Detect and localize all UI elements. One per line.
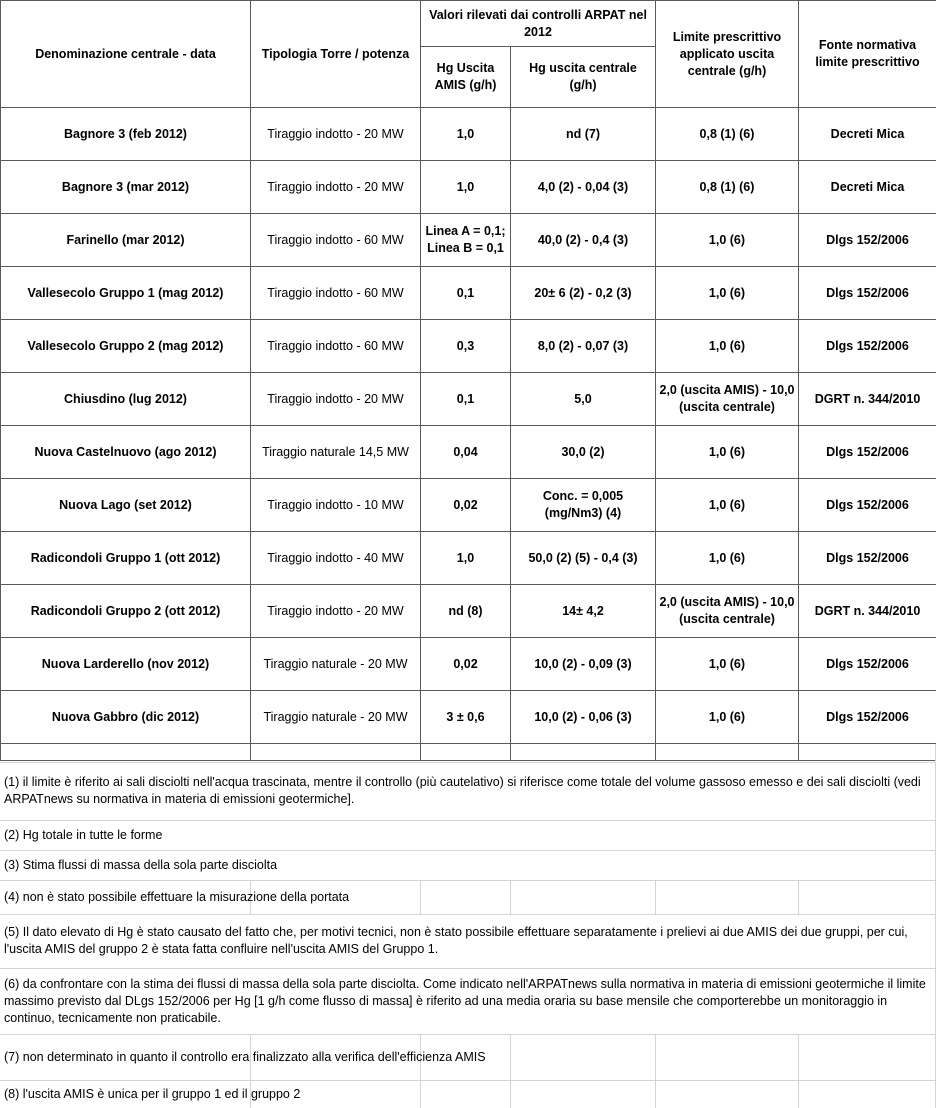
cell-source: DGRT n. 344/2010 (799, 373, 936, 426)
cell-limit: 1,0 (6) (656, 479, 799, 532)
cell-name: Nuova Gabbro (dic 2012) (1, 691, 251, 744)
cell-type: Tiraggio naturale - 20 MW (251, 638, 421, 691)
cell-source: Decreti Mica (799, 108, 936, 161)
cell-type: Tiraggio naturale 14,5 MW (251, 426, 421, 479)
cell-name: Vallesecolo Gruppo 1 (mag 2012) (1, 267, 251, 320)
header-hg-centrale: Hg uscita centrale (g/h) (511, 47, 656, 108)
cell-hg-centrale: 10,0 (2) - 0,06 (3) (511, 691, 656, 744)
header-source: Fonte normativa limite prescrittivo (799, 1, 936, 108)
cell-name: Farinello (mar 2012) (1, 214, 251, 267)
cell-limit: 1,0 (6) (656, 638, 799, 691)
cell-type: Tiraggio indotto - 20 MW (251, 161, 421, 214)
cell-name: Radicondoli Gruppo 2 (ott 2012) (1, 585, 251, 638)
note-item (0, 762, 936, 820)
note-item (0, 850, 936, 880)
cell-hg-amis: 0,04 (421, 426, 511, 479)
note-text: (6) da confrontare con la stima dei flussi di massa della sola parte disciolta. Come indicato nell'ARPATnews sulla normativa in materia di emissioni geotermiche il limite massimo previsto dal DLgs 152/2006 per Hg [1 g/h come flusso di massa] è riferito ad una media oraria su base mensile che comporterebbe un monitoraggio in continuo, tecnicamente non praticabile. (4, 976, 926, 1025)
table-row (1, 426, 936, 479)
cell-hg-amis: Linea A = 0,1; Linea B = 0,1 (421, 214, 511, 267)
cell-source: Decreti Mica (799, 161, 936, 214)
cell-name: Vallesecolo Gruppo 2 (mag 2012) (1, 320, 251, 373)
cell-limit: 1,0 (6) (656, 214, 799, 267)
cell-hg-amis: 0,02 (421, 479, 511, 532)
cell-name: Nuova Lago (set 2012) (1, 479, 251, 532)
cell-hg-amis: 1,0 (421, 161, 511, 214)
cell-source: Dlgs 152/2006 (799, 267, 936, 320)
header-hg-amis: Hg Uscita AMIS (g/h) (421, 47, 511, 108)
note-text: (2) Hg totale in tutte le forme (4, 827, 163, 842)
cell-hg-amis: 1,0 (421, 108, 511, 161)
cell-hg-centrale: 10,0 (2) - 0,09 (3) (511, 638, 656, 691)
cell-name: Nuova Larderello (nov 2012) (1, 638, 251, 691)
table-row (1, 585, 936, 638)
note-text: (3) Stima flussi di massa della sola parte disciolta (4, 857, 278, 872)
cell-type: Tiraggio indotto - 20 MW (251, 585, 421, 638)
cell-hg-centrale: Conc. = 0,005 (mg/Nm3) (4) (511, 479, 656, 532)
empty-cell (251, 744, 421, 761)
header-row-1 (1, 1, 936, 47)
cell-hg-centrale: 20± 6 (2) - 0,2 (3) (511, 267, 656, 320)
cell-type: Tiraggio indotto - 40 MW (251, 532, 421, 585)
cell-limit: 1,0 (6) (656, 426, 799, 479)
cell-limit: 1,0 (6) (656, 267, 799, 320)
cell-type: Tiraggio indotto - 20 MW (251, 373, 421, 426)
cell-limit: 1,0 (6) (656, 320, 799, 373)
cell-type: Tiraggio indotto - 60 MW (251, 320, 421, 373)
cell-limit: 2,0 (uscita AMIS) - 10,0 (uscita centrale) (656, 585, 799, 638)
header-type: Tipologia Torre / potenza (251, 1, 421, 108)
cell-limit: 0,8 (1) (6) (656, 161, 799, 214)
cell-source: Dlgs 152/2006 (799, 320, 936, 373)
cell-source: Dlgs 152/2006 (799, 638, 936, 691)
cell-type: Tiraggio indotto - 60 MW (251, 214, 421, 267)
cell-name: Bagnore 3 (mar 2012) (1, 161, 251, 214)
header-name: Denominazione centrale - data (1, 1, 251, 108)
cell-name: Bagnore 3 (feb 2012) (1, 108, 251, 161)
table-row (1, 532, 936, 585)
note-text: (1) il limite è riferito ai sali disciolti nell'acqua trascinata, mentre il controllo (più cautelativo) si riferisce come totale del volume gassoso emesso e dei sali disciolti (vedi ARPATnews su normativa in materia di emissioni geotermiche]. (4, 775, 921, 806)
notes-section (0, 762, 936, 1108)
cell-name: Radicondoli Gruppo 1 (ott 2012) (1, 532, 251, 585)
table-row (1, 320, 936, 373)
cell-name: Nuova Castelnuovo (ago 2012) (1, 426, 251, 479)
cell-source: Dlgs 152/2006 (799, 532, 936, 585)
cell-type: Tiraggio indotto - 10 MW (251, 479, 421, 532)
note-item (0, 914, 936, 968)
table-row (1, 638, 936, 691)
cell-hg-centrale: 50,0 (2) (5) - 0,4 (3) (511, 532, 656, 585)
note-item (0, 820, 936, 850)
table-row (1, 267, 936, 320)
cell-hg-centrale: 14± 4,2 (511, 585, 656, 638)
table-row (1, 479, 936, 532)
cell-limit: 1,0 (6) (656, 532, 799, 585)
cell-hg-centrale: nd (7) (511, 108, 656, 161)
cell-type: Tiraggio indotto - 20 MW (251, 108, 421, 161)
cell-hg-amis: 0,1 (421, 267, 511, 320)
table-row (1, 108, 936, 161)
cell-hg-centrale: 5,0 (511, 373, 656, 426)
empty-cell (421, 744, 511, 761)
cell-hg-centrale: 40,0 (2) - 0,4 (3) (511, 214, 656, 267)
cell-name: Chiusdino (lug 2012) (1, 373, 251, 426)
cell-limit: 0,8 (1) (6) (656, 108, 799, 161)
note-item (0, 1034, 936, 1080)
note-text: (4) non è stato possibile effettuare la misurazione della portata (4, 889, 350, 904)
note-item (0, 968, 936, 1034)
cell-hg-amis: 0,02 (421, 638, 511, 691)
note-text: (5) Il dato elevato di Hg è stato causato del fatto che, per motivi tecnici, non è stato possibile effettuare separatamente i prelievi ai due AMIS dei due gruppi, per cui, l'uscita AMIS del gruppo 2 è stata fatta confluire nell'uscita AMIS del Gruppo 1. (4, 925, 908, 956)
cell-source: Dlgs 152/2006 (799, 214, 936, 267)
cell-type: Tiraggio indotto - 60 MW (251, 267, 421, 320)
cell-limit: 1,0 (6) (656, 691, 799, 744)
empty-cell (799, 744, 936, 761)
table-row (1, 691, 936, 744)
table-row (1, 161, 936, 214)
table-row (1, 373, 936, 426)
header-limit: Limite prescrittivo applicato uscita centrale (g/h) (656, 1, 799, 108)
note-item (0, 1080, 936, 1108)
cell-source: DGRT n. 344/2010 (799, 585, 936, 638)
cell-hg-amis: 3 ± 0,6 (421, 691, 511, 744)
note-item (0, 880, 936, 914)
empty-cell (656, 744, 799, 761)
note-text: (7) non determinato in quanto il controllo era finalizzato alla verifica dell'efficienza AMIS (4, 1049, 486, 1064)
cell-hg-centrale: 30,0 (2) (511, 426, 656, 479)
cell-hg-amis: 0,1 (421, 373, 511, 426)
table-row (1, 214, 936, 267)
cell-hg-centrale: 8,0 (2) - 0,07 (3) (511, 320, 656, 373)
cell-hg-amis: 0,3 (421, 320, 511, 373)
cell-source: Dlgs 152/2006 (799, 479, 936, 532)
cell-type: Tiraggio naturale - 20 MW (251, 691, 421, 744)
note-text: (8) l'uscita AMIS è unica per il gruppo 1 ed il gruppo 2 (4, 1086, 301, 1101)
empty-cell (511, 744, 656, 761)
cell-hg-amis: nd (8) (421, 585, 511, 638)
cell-hg-amis: 1,0 (421, 532, 511, 585)
cell-source: Dlgs 152/2006 (799, 691, 936, 744)
cell-source: Dlgs 152/2006 (799, 426, 936, 479)
cell-limit: 2,0 (uscita AMIS) - 10,0 (uscita centrale) (656, 373, 799, 426)
spacer-row (1, 744, 936, 761)
cell-hg-centrale: 4,0 (2) - 0,04 (3) (511, 161, 656, 214)
header-values-group: Valori rilevati dai controlli ARPAT nel 2012 (421, 1, 656, 47)
empty-cell (1, 744, 251, 761)
